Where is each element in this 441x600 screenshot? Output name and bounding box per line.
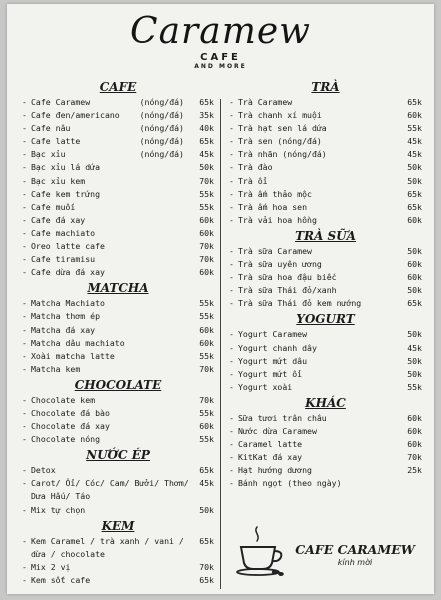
item-bullet: - bbox=[229, 214, 234, 225]
item-name: Chocolate nóng bbox=[31, 434, 101, 445]
item-name: Yogurt mứt dâu bbox=[238, 355, 308, 366]
item-bullet: - bbox=[22, 298, 27, 309]
item-bullet: - bbox=[22, 324, 27, 335]
item-name: Mix tự chọn bbox=[31, 504, 86, 515]
item-price: 45k bbox=[199, 149, 214, 160]
item-price: 70k bbox=[199, 175, 214, 186]
item-price: 55k bbox=[407, 123, 422, 134]
item-bullet: - bbox=[229, 175, 234, 186]
item-price: 50k bbox=[407, 285, 422, 296]
section-tra bbox=[229, 81, 422, 227]
menu-item bbox=[229, 161, 422, 174]
section-title: CAFE bbox=[99, 80, 137, 94]
item-price: 60k bbox=[407, 272, 422, 283]
item-name: Cafe Caramew bbox=[31, 97, 91, 107]
item-price: 35k bbox=[199, 110, 214, 121]
item-bullet: - bbox=[22, 254, 27, 265]
item-price: 55k bbox=[199, 201, 214, 212]
item-bullet: - bbox=[22, 241, 27, 252]
menu-item bbox=[229, 214, 422, 227]
item-bullet: - bbox=[22, 201, 27, 212]
item-bullet: - bbox=[22, 535, 27, 546]
item-price: 60k bbox=[199, 214, 214, 225]
section-matcha bbox=[22, 282, 214, 376]
menu-item bbox=[22, 135, 214, 148]
item-name: Trà vải hoa hồng bbox=[238, 214, 317, 225]
item-price: 65k bbox=[407, 188, 422, 199]
item-name: Yogurt Caramew bbox=[238, 329, 308, 340]
menu-item bbox=[229, 368, 422, 381]
menu-item bbox=[22, 297, 214, 310]
item-bullet: - bbox=[22, 175, 27, 186]
item-price: 55k bbox=[199, 350, 214, 361]
item-name: Cafe nâu bbox=[31, 123, 71, 134]
menu-item bbox=[22, 464, 214, 477]
section-tra-sua bbox=[229, 230, 422, 310]
item-price: 50k bbox=[407, 368, 422, 379]
item-bullet: - bbox=[22, 504, 27, 515]
item-price: 60k bbox=[199, 324, 214, 335]
menu-item bbox=[22, 188, 214, 201]
item-price: 70k bbox=[407, 452, 422, 463]
menu-item bbox=[229, 342, 422, 355]
item-bullet: - bbox=[22, 434, 27, 445]
item-name: Chocolate đá xay bbox=[31, 421, 110, 432]
menu-item bbox=[22, 148, 214, 161]
item-name: Caramel latte bbox=[238, 439, 303, 450]
menu-item bbox=[229, 425, 422, 438]
item-bullet: - bbox=[229, 298, 234, 309]
item-name: Bánh ngọt (theo ngày) bbox=[238, 478, 342, 489]
item-bullet: - bbox=[22, 97, 27, 107]
item-name: Detox bbox=[31, 465, 56, 476]
item-name: Trà sữa Thái đỏ/xanh bbox=[238, 285, 337, 296]
section-yogurt bbox=[229, 313, 422, 393]
item-name: Matcha dâu machiato bbox=[31, 337, 125, 348]
item-name: Trà nhãn (nóng/đá) bbox=[238, 149, 327, 160]
item-price: 65k bbox=[199, 97, 214, 107]
item-price: 70k bbox=[199, 363, 214, 374]
menu-item bbox=[229, 135, 422, 148]
item-price: 55k bbox=[199, 311, 214, 322]
item-note: (nóng/đá) bbox=[139, 149, 184, 160]
item-name: Cafe latte bbox=[31, 136, 81, 147]
item-name: Nước dừa Caramew bbox=[238, 425, 317, 436]
item-bullet: - bbox=[229, 245, 234, 256]
item-bullet: - bbox=[229, 329, 234, 340]
item-name: Trà sữa Thái đỏ kem nướng bbox=[238, 298, 362, 309]
menu-item bbox=[22, 175, 214, 188]
item-bullet: - bbox=[22, 478, 27, 489]
item-price: 50k bbox=[407, 245, 422, 256]
brand-tagline: AND MORE bbox=[194, 63, 247, 70]
brand-subtitle: CAFE bbox=[200, 52, 241, 63]
item-name: Trà hạt sen lá dứa bbox=[238, 123, 327, 134]
item-bullet: - bbox=[22, 561, 27, 572]
item-name: Trà ấm hoa sen bbox=[238, 201, 308, 212]
item-name: Chocolate đá bào bbox=[31, 407, 110, 418]
item-bullet: - bbox=[22, 337, 27, 348]
item-note: (nóng/đá) bbox=[139, 110, 184, 121]
item-bullet: - bbox=[22, 465, 27, 476]
item-name: Sữa tươi trân châu bbox=[238, 412, 327, 423]
menu-item bbox=[22, 214, 214, 227]
item-price: 60k bbox=[407, 412, 422, 423]
item-name: Cafe machiato bbox=[31, 227, 96, 238]
item-price: 70k bbox=[199, 561, 214, 572]
item-bullet: - bbox=[229, 412, 234, 423]
item-name: Oreo latte cafe bbox=[31, 241, 105, 252]
item-bullet: - bbox=[229, 123, 234, 134]
section-nuoc-ep bbox=[22, 449, 214, 516]
menu-item bbox=[22, 324, 214, 337]
item-name: Matcha Machiato bbox=[31, 298, 105, 309]
item-bullet: - bbox=[229, 272, 234, 283]
item-price: 55k bbox=[407, 381, 422, 392]
item-price: 45k bbox=[407, 149, 422, 160]
section-title: CHOCOLATE bbox=[74, 377, 162, 392]
menu-item bbox=[22, 394, 214, 407]
left-column bbox=[22, 78, 214, 587]
item-price: 60k bbox=[199, 337, 214, 348]
item-price: 65k bbox=[407, 298, 422, 309]
menu-item bbox=[229, 271, 422, 284]
item-bullet: - bbox=[229, 162, 234, 173]
section-title: KHÁC bbox=[305, 395, 346, 410]
item-price: 55k bbox=[199, 188, 214, 199]
item-note: (nóng/đá) bbox=[139, 136, 184, 147]
item-name: Cafe tiramisu bbox=[31, 254, 96, 265]
item-name: KitKat đá xay bbox=[238, 452, 303, 463]
menu-item bbox=[229, 297, 422, 310]
item-price: 50k bbox=[199, 504, 214, 515]
item-price: 65k bbox=[199, 136, 214, 147]
section-khac bbox=[229, 397, 422, 491]
item-bullet: - bbox=[229, 259, 234, 270]
item-price: 70k bbox=[199, 394, 214, 405]
menu-item bbox=[229, 201, 422, 214]
item-price: 70k bbox=[199, 254, 214, 265]
item-name: Cafe kem trứng bbox=[31, 188, 101, 199]
section-title: TRÀ SỮA bbox=[295, 228, 356, 243]
item-bullet: - bbox=[229, 439, 234, 450]
menu-item bbox=[22, 253, 214, 266]
item-name: Trà ổi bbox=[238, 175, 268, 186]
menu-item bbox=[229, 328, 422, 341]
item-price: 65k bbox=[407, 201, 422, 212]
item-bullet: - bbox=[22, 188, 27, 199]
item-bullet: - bbox=[229, 355, 234, 366]
section-title: KEM bbox=[101, 518, 135, 533]
menu-item bbox=[22, 350, 214, 363]
item-name: Trà sen (nóng/đá) bbox=[238, 136, 322, 147]
item-name: Cafe đá xay bbox=[31, 214, 86, 225]
item-price: 60k bbox=[407, 110, 422, 121]
menu-item bbox=[229, 451, 422, 464]
item-price: 60k bbox=[407, 425, 422, 436]
menu-item bbox=[229, 464, 422, 477]
menu-item bbox=[22, 227, 214, 240]
item-bullet: - bbox=[22, 311, 27, 322]
menu-item bbox=[22, 161, 214, 174]
item-bullet: - bbox=[229, 285, 234, 296]
item-price: 40k bbox=[199, 123, 214, 134]
section-title: NƯỚC ÉP bbox=[86, 448, 150, 463]
item-name: Bạc xỉu lá dứa bbox=[31, 162, 101, 173]
item-bullet: - bbox=[22, 394, 27, 405]
coffee-cup-icon bbox=[235, 525, 285, 577]
column-divider bbox=[220, 99, 221, 589]
item-name: Trà sữa hoa đậu biếc bbox=[238, 272, 337, 283]
menu-item bbox=[22, 363, 214, 376]
item-name: Bạc xỉu bbox=[31, 149, 66, 160]
signoff-title: CAFE CARAMEW bbox=[295, 542, 415, 557]
item-name: Hạt hướng dương bbox=[238, 465, 312, 476]
item-name: Matcha kem bbox=[31, 363, 81, 374]
menu-item bbox=[22, 420, 214, 433]
item-bullet: - bbox=[22, 363, 27, 374]
item-bullet: - bbox=[229, 201, 234, 212]
item-price: 50k bbox=[199, 162, 214, 173]
menu-item bbox=[229, 381, 422, 394]
item-bullet: - bbox=[229, 149, 234, 160]
item-price: 45k bbox=[407, 136, 422, 147]
menu-item bbox=[229, 412, 422, 425]
item-bullet: - bbox=[229, 136, 234, 147]
item-price: 65k bbox=[199, 574, 214, 585]
item-name: Yogurt chanh dây bbox=[238, 342, 317, 353]
item-bullet: - bbox=[229, 188, 234, 199]
menu-item bbox=[22, 337, 214, 350]
item-price: 70k bbox=[199, 241, 214, 252]
item-name: Cafe muối bbox=[31, 201, 76, 212]
menu-item bbox=[22, 477, 214, 503]
section-title: TRÀ bbox=[311, 80, 340, 94]
menu-item bbox=[22, 240, 214, 253]
item-bullet: - bbox=[22, 214, 27, 225]
menu-item bbox=[229, 258, 422, 271]
item-note: (nóng/đá) bbox=[139, 97, 184, 107]
item-bullet: - bbox=[22, 123, 27, 134]
item-price: 65k bbox=[199, 535, 214, 546]
item-price: 50k bbox=[407, 329, 422, 340]
item-name: Trà ấm thảo mộc bbox=[238, 188, 312, 199]
item-bullet: - bbox=[22, 110, 27, 121]
menu-item bbox=[22, 96, 214, 109]
item-bullet: - bbox=[229, 465, 234, 476]
section-title: MATCHA bbox=[87, 281, 149, 296]
menu-item bbox=[22, 266, 214, 279]
item-name: Trà sữa Caramew bbox=[238, 245, 312, 256]
item-bullet: - bbox=[22, 267, 27, 278]
menu-item bbox=[229, 477, 422, 490]
item-bullet: - bbox=[229, 452, 234, 463]
item-bullet: - bbox=[22, 574, 27, 585]
menu-item bbox=[229, 188, 422, 201]
item-bullet: - bbox=[229, 478, 234, 489]
menu-item bbox=[229, 122, 422, 135]
item-name: Yogurt xoài bbox=[238, 381, 293, 392]
item-bullet: - bbox=[22, 421, 27, 432]
menu-item bbox=[22, 574, 214, 587]
signoff bbox=[290, 542, 420, 569]
item-bullet: - bbox=[229, 110, 234, 121]
menu-item bbox=[22, 504, 214, 517]
right-column bbox=[229, 78, 422, 490]
item-bullet: - bbox=[229, 342, 234, 353]
item-bullet: - bbox=[22, 407, 27, 418]
menu-item bbox=[229, 175, 422, 188]
item-bullet: - bbox=[22, 162, 27, 173]
section-chocolate bbox=[22, 379, 214, 446]
item-name: Yogurt mứt ổi bbox=[238, 368, 303, 379]
item-price: 60k bbox=[407, 439, 422, 450]
item-price: 60k bbox=[199, 227, 214, 238]
item-price: 45k bbox=[199, 478, 214, 489]
section-kem bbox=[22, 520, 214, 587]
signoff-subtitle: kính mời bbox=[337, 558, 373, 567]
menu-item bbox=[22, 535, 214, 561]
item-bullet: - bbox=[229, 425, 234, 436]
item-bullet: - bbox=[229, 381, 234, 392]
item-name: Carot/ Ổi/ Cóc/ Cam/ Bưởi/ Thơm/ Dưa Hấu/ Táo bbox=[31, 478, 189, 502]
section-cafe bbox=[22, 81, 214, 279]
menu-item bbox=[22, 407, 214, 420]
item-price: 50k bbox=[407, 175, 422, 186]
item-name: Trà đào bbox=[238, 162, 273, 173]
item-name: Trà chanh xí muội bbox=[238, 110, 322, 121]
brand-name: Caramew bbox=[130, 11, 311, 52]
section-title: YOGURT bbox=[296, 312, 355, 327]
item-name: Matcha đá xay bbox=[31, 324, 96, 335]
item-price: 65k bbox=[407, 97, 422, 107]
menu-item bbox=[229, 96, 422, 109]
menu-item bbox=[229, 109, 422, 122]
menu-item bbox=[229, 355, 422, 368]
item-price: 55k bbox=[199, 407, 214, 418]
item-name: Cafe dừa đá xay bbox=[31, 267, 105, 278]
menu-item bbox=[22, 109, 214, 122]
item-name: Cafe đen/americano bbox=[31, 110, 120, 121]
item-bullet: - bbox=[229, 368, 234, 379]
item-name: Mix 2 vị bbox=[31, 561, 71, 572]
item-name: Matcha thơm ép bbox=[31, 311, 101, 322]
item-price: 60k bbox=[199, 267, 214, 278]
item-price: 55k bbox=[199, 298, 214, 309]
item-price: 25k bbox=[407, 465, 422, 476]
item-name: Trà sữa uyên ương bbox=[238, 259, 322, 270]
item-note: (nóng/đá) bbox=[139, 123, 184, 134]
item-name: Xoài matcha latte bbox=[31, 350, 115, 361]
item-price: 55k bbox=[199, 434, 214, 445]
item-bullet: - bbox=[22, 149, 27, 160]
item-price: 50k bbox=[407, 355, 422, 366]
menu-item bbox=[229, 284, 422, 297]
menu-item bbox=[22, 201, 214, 214]
item-bullet: - bbox=[229, 97, 234, 107]
menu-item bbox=[22, 561, 214, 574]
menu-item bbox=[22, 310, 214, 323]
item-price: 60k bbox=[199, 421, 214, 432]
item-bullet: - bbox=[22, 136, 27, 147]
item-price: 60k bbox=[407, 259, 422, 270]
item-price: 45k bbox=[407, 342, 422, 353]
menu-item bbox=[22, 433, 214, 446]
item-price: 50k bbox=[407, 162, 422, 173]
item-name: Trà Caramew bbox=[238, 97, 293, 107]
item-bullet: - bbox=[22, 227, 27, 238]
item-price: 65k bbox=[199, 465, 214, 476]
menu-item bbox=[22, 122, 214, 135]
menu-page bbox=[7, 4, 434, 594]
brand-logo bbox=[7, 12, 434, 71]
menu-item bbox=[229, 245, 422, 258]
item-bullet: - bbox=[22, 350, 27, 361]
menu-item bbox=[229, 148, 422, 161]
item-price: 60k bbox=[407, 214, 422, 225]
menu-item bbox=[229, 438, 422, 451]
item-name: Kem sốt cafe bbox=[31, 574, 91, 585]
item-name: Bạc xỉu kem bbox=[31, 175, 86, 186]
item-name: Kem Caramel / trà xanh / vani / dừa / chocolate bbox=[31, 535, 184, 559]
item-name: Chocolate kem bbox=[31, 394, 96, 405]
